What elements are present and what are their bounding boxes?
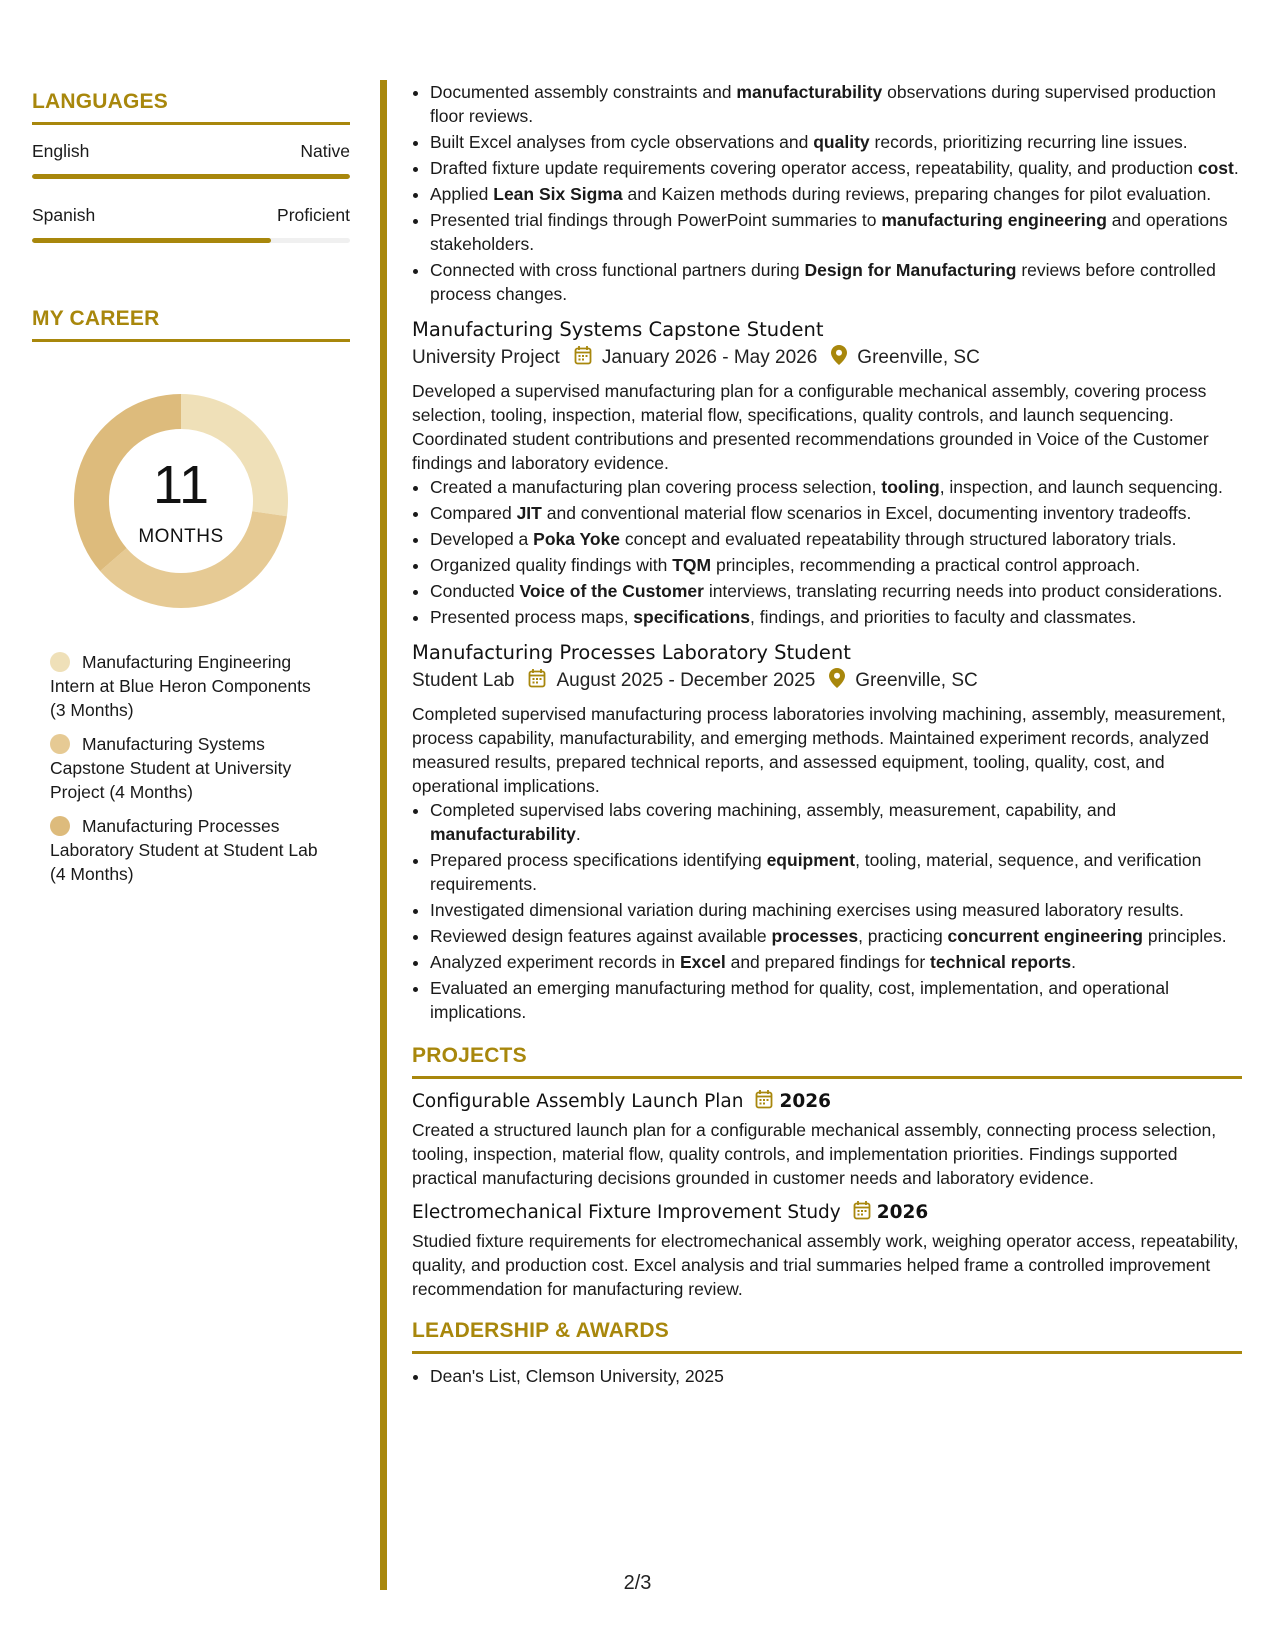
job-bullet: • Completed supervised labs covering machining, assembly, measurement, capability, and manufacturability. xyxy=(430,798,1242,846)
language-level: Proficient xyxy=(277,205,350,225)
job-description: Completed supervised manufacturing process laboratories involving machining, assembly, measurement, process capability, manufacturability, and emerging methods. Maintained experiment records, analyzed measured results, prepared technical reports, and assessed equipment, tooling, quality, cost, and operational implications. xyxy=(412,704,1226,796)
job-bullet: • Prepared process specifications identifying equipment, tooling, material, sequence, and verification requirements. xyxy=(430,848,1242,896)
project-entry xyxy=(412,1200,1242,1301)
project-title-row xyxy=(412,1089,1242,1114)
job-description: Developed a supervised manufacturing plan for a configurable mechanical assembly, covering process selection, tooling, inspection, material flow, specifications, quality controls, and launch sequencing. Coordinated student contributions and presented recommendations grounded in Voice of the Customer findings and laboratory evidence. xyxy=(412,381,1209,473)
languages-heading: LANGUAGES xyxy=(32,90,350,125)
job-bullet: • Organized quality findings with TQM principles, recommending a practical control approach. xyxy=(430,553,1242,577)
project-description: Created a structured launch plan for a configurable mechanical assembly, connecting process selection, tooling, inspection, material flow, quality controls, and implementation priorities. Findings supported practical manufacturing decisions grounded in customer needs and laboratory evidence. xyxy=(412,1120,1217,1188)
location-pin-icon xyxy=(829,668,845,694)
job-dates: January 2026 - May 2026 xyxy=(601,347,818,368)
job-bullet: • Developed a Poka Yoke concept and evaluated repeatability through structured laboratory trials. xyxy=(430,527,1242,551)
job-title: Manufacturing Systems Capstone Student xyxy=(412,318,824,341)
experience-bullet: • Presented trial findings through PowerPoint summaries to manufacturing engineering and operations stakeholders. xyxy=(430,208,1242,256)
career-total-unit: MONTHS xyxy=(138,526,224,547)
project-title: Electromechanical Fixture Improvement Study xyxy=(412,1202,841,1223)
job-org: Student Lab xyxy=(412,670,515,691)
job-bullet: • Presented process maps, specifications, findings, and priorities to faculty and classmates. xyxy=(430,605,1242,629)
job-dates: August 2025 - December 2025 xyxy=(556,670,816,691)
legend-label: Manufacturing Engineering Intern at Blue Heron Components (3 Months) xyxy=(50,652,311,720)
legend-dot xyxy=(50,734,70,754)
legend-dot xyxy=(50,816,70,836)
language-proficiency-bar xyxy=(32,174,350,179)
experience-jobs xyxy=(412,318,1242,1024)
leadership-heading: LEADERSHIP & AWARDS xyxy=(412,1319,1242,1354)
legend-label: Manufacturing Systems Capstone Student at University Project (4 Months) xyxy=(50,734,292,802)
legend-label: Manufacturing Processes Laboratory Student at Student Lab (4 Months) xyxy=(50,816,318,884)
calendar-icon xyxy=(574,345,592,371)
language-item xyxy=(32,141,350,179)
job-entry xyxy=(412,641,1242,1024)
leadership-list xyxy=(412,1364,1242,1388)
career-legend-item xyxy=(50,814,320,886)
language-proficiency-fill xyxy=(32,238,271,243)
language-level: Native xyxy=(300,141,350,161)
language-proficiency-bar xyxy=(32,238,350,243)
calendar-icon xyxy=(755,1089,773,1114)
job-entry xyxy=(412,318,1242,629)
job-meta xyxy=(412,345,1242,371)
left-column xyxy=(32,90,350,896)
job-meta xyxy=(412,668,1242,694)
languages-list xyxy=(32,141,350,243)
job-org: University Project xyxy=(412,347,560,368)
column-divider xyxy=(380,80,387,1590)
job-bullet: • Analyzed experiment records in Excel and prepared findings for technical reports. xyxy=(430,950,1242,974)
job-bullet: • Investigated dimensional variation during machining exercises using measured laboratory results. xyxy=(430,898,1242,922)
job-bullet: • Compared JIT and conventional material flow scenarios in Excel, documenting inventory tradeoffs. xyxy=(430,501,1242,525)
calendar-icon xyxy=(853,1200,871,1225)
experience-bullet: • Built Excel analyses from cycle observations and quality records, prioritizing recurring line issues. xyxy=(430,130,1242,154)
leadership-item: • Dean's List, Clemson University, 2025 xyxy=(430,1364,1242,1388)
experience-bullet: • Connected with cross functional partners during Design for Manufacturing reviews before controlled process changes. xyxy=(430,258,1242,306)
language-item xyxy=(32,205,350,243)
job-bullet: • Evaluated an emerging manufacturing method for quality, cost, implementation, and operational implications. xyxy=(430,976,1242,1024)
job-title: Manufacturing Processes Laboratory Student xyxy=(412,641,851,664)
experience-bullet: • Applied Lean Six Sigma and Kaizen methods during reviews, preparing changes for pilot evaluation. xyxy=(430,182,1242,206)
calendar-icon xyxy=(528,668,546,694)
project-entry xyxy=(412,1089,1242,1190)
language-proficiency-fill xyxy=(32,174,350,179)
project-year: 2026 xyxy=(779,1091,831,1112)
job-bullet: • Conducted Voice of the Customer interviews, translating recurring needs into product considerations. xyxy=(430,579,1242,603)
language-name: English xyxy=(32,141,90,161)
career-legend xyxy=(50,650,320,886)
language-row xyxy=(32,205,350,226)
project-title-row xyxy=(412,1200,1242,1225)
job-location: Greenville, SC xyxy=(857,347,980,368)
experience-bullet: • Drafted fixture update requirements covering operator access, repeatability, quality, and production cost. xyxy=(430,156,1242,180)
projects-heading: PROJECTS xyxy=(412,1044,1242,1079)
career-heading: MY CAREER xyxy=(32,307,350,342)
job-location: Greenville, SC xyxy=(855,670,978,691)
right-column xyxy=(412,80,1242,1390)
job-bullet: • Reviewed design features against available processes, practicing concurrent engineering principles. xyxy=(430,924,1242,948)
projects-list xyxy=(412,1089,1242,1301)
experience-bullet: • Documented assembly constraints and manufacturability observations during supervised production floor reviews. xyxy=(430,80,1242,128)
page-number: 2/3 xyxy=(623,1572,652,1594)
job-bullets xyxy=(412,798,1242,1024)
project-year: 2026 xyxy=(876,1202,929,1223)
career-donut-chart xyxy=(66,386,296,616)
job-bullets xyxy=(412,475,1242,629)
career-legend-item xyxy=(50,732,320,804)
project-title: Configurable Assembly Launch Plan xyxy=(412,1091,744,1112)
career-legend-item xyxy=(50,650,320,722)
project-description: Studied fixture requirements for electromechanical assembly work, weighing operator access, repeatability, quality, and production cost. Excel analysis and trial summaries helped frame a controlled improvement recommendation for manufacturing review. xyxy=(412,1231,1239,1299)
intro-bullets xyxy=(412,80,1242,306)
legend-dot xyxy=(50,652,70,672)
location-pin-icon xyxy=(831,345,847,371)
career-total-number: 11 xyxy=(152,455,210,515)
job-bullet: • Created a manufacturing plan covering process selection, tooling, inspection, and launch sequencing. xyxy=(430,475,1242,499)
language-row xyxy=(32,141,350,162)
language-name: Spanish xyxy=(32,205,96,225)
